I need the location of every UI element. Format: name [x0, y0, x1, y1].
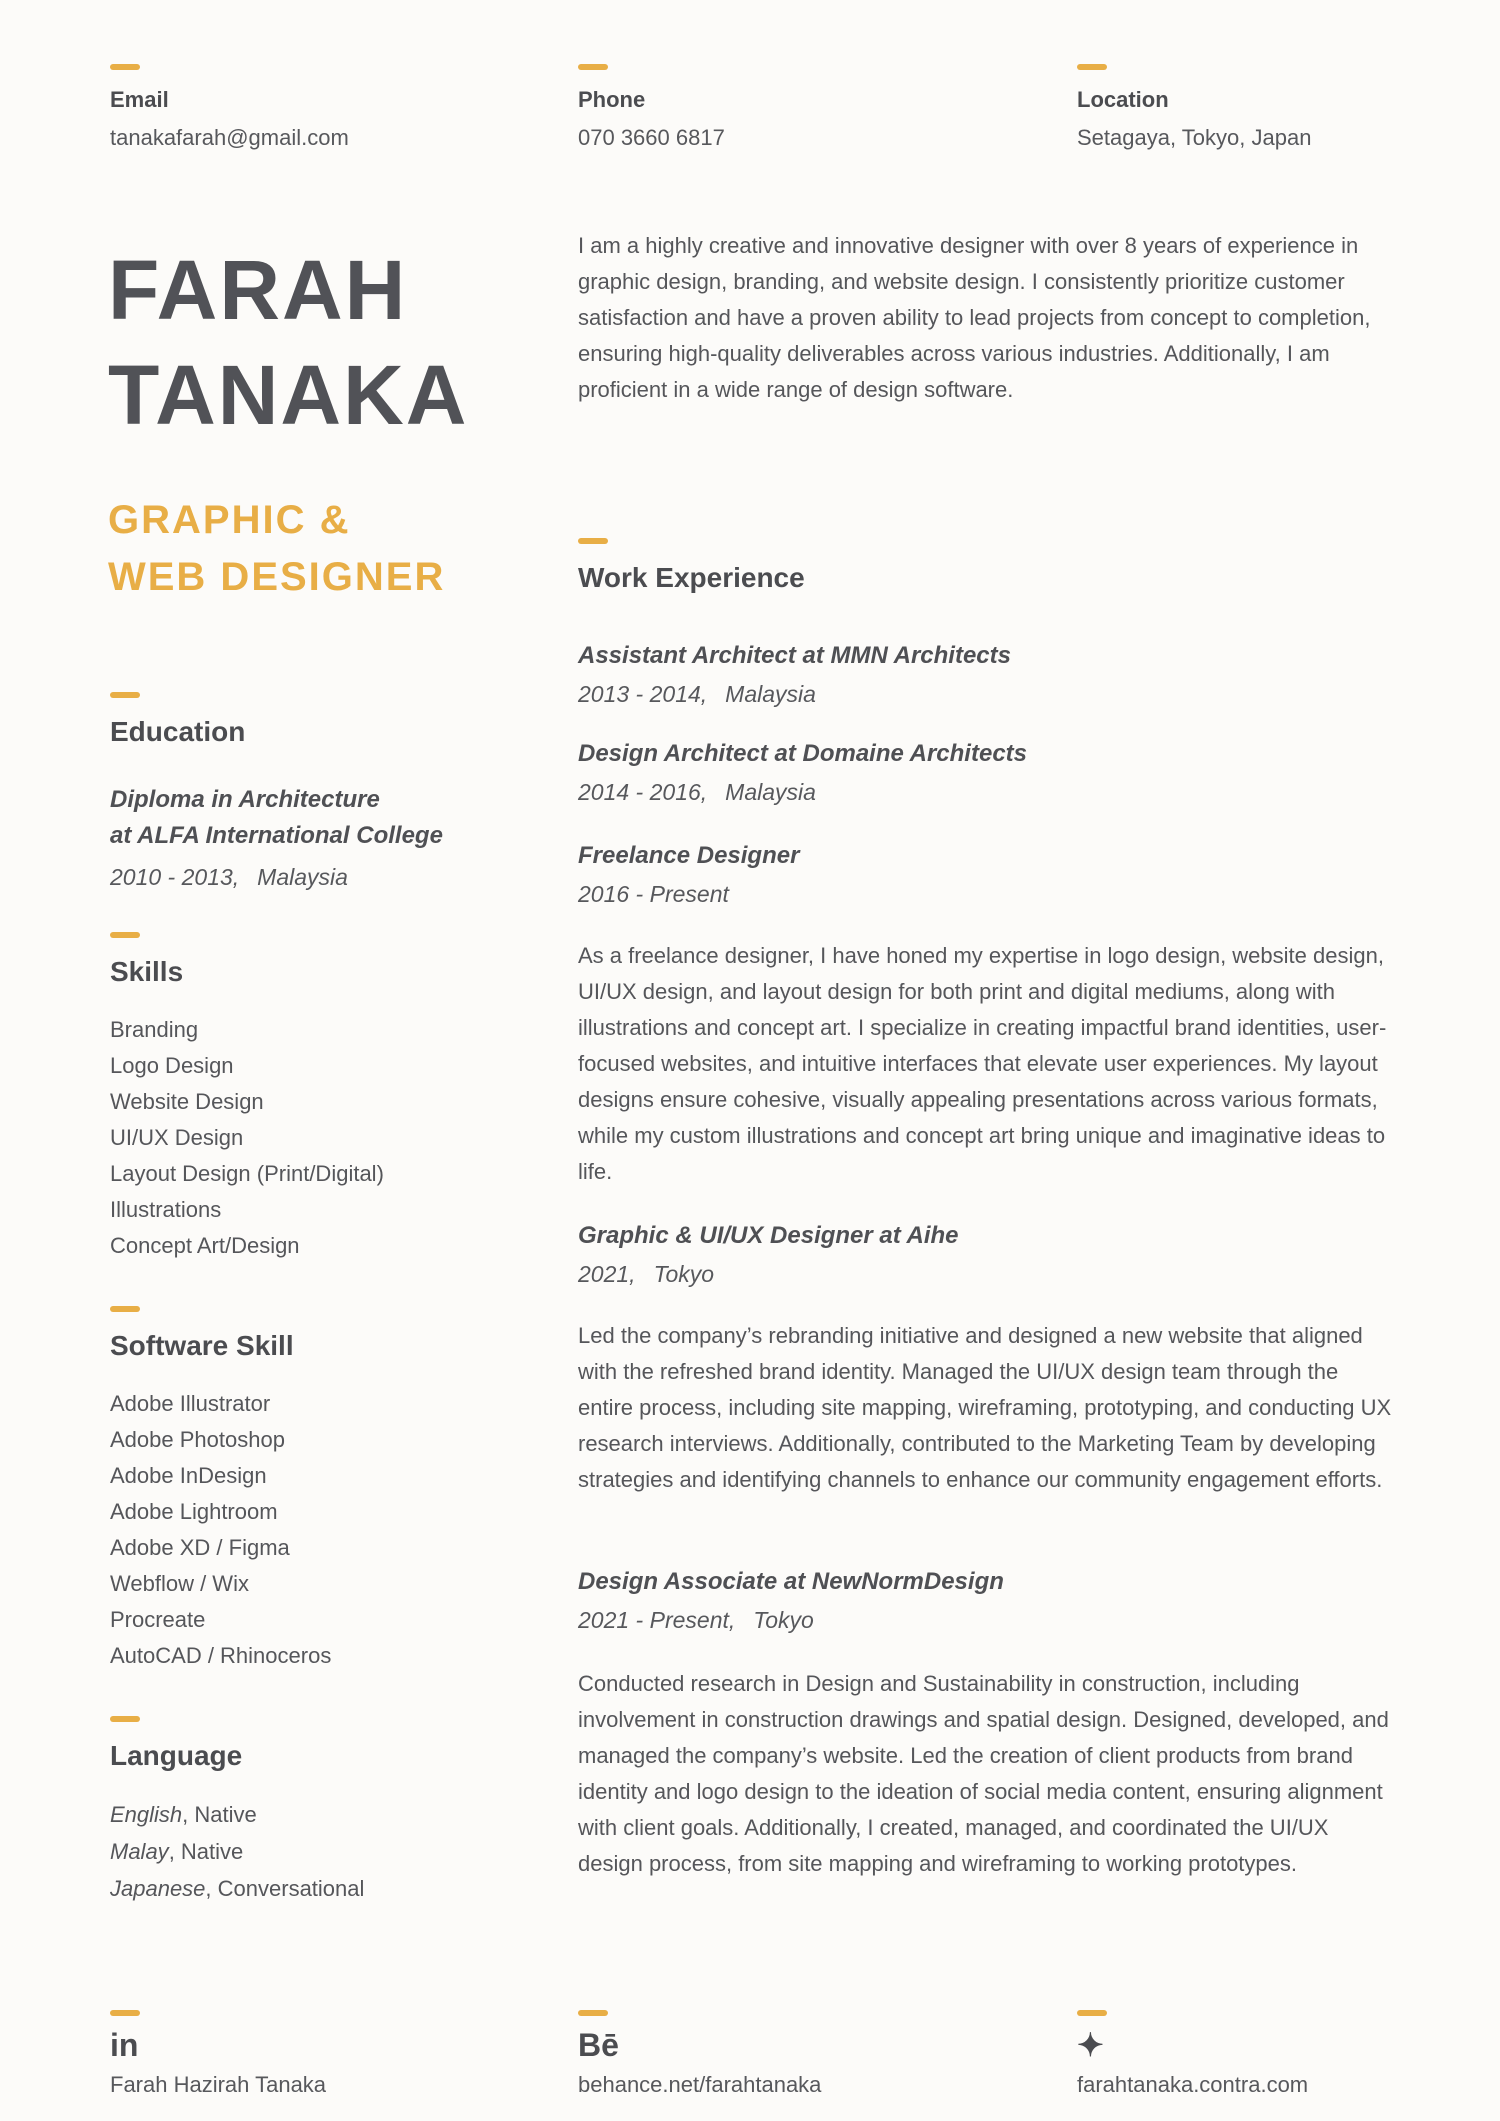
work-experience-title: Work Experience — [578, 562, 805, 593]
software-item: AutoCAD / Rhinoceros — [110, 1643, 332, 1668]
contact-location — [1077, 64, 1311, 151]
job-date: 2014 - 2016, Malaysia — [578, 779, 816, 805]
education-title: Education — [110, 716, 246, 747]
job-role: Design Associate at NewNormDesign — [578, 1568, 1004, 1595]
role-line-2: WEB DESIGNER — [108, 555, 446, 599]
location-label: Location — [1077, 87, 1169, 112]
skill-item: UI/UX Design — [110, 1125, 244, 1150]
software-item: Adobe XD / Figma — [110, 1535, 290, 1560]
linkedin-value[interactable]: Farah Hazirah Tanaka — [110, 2072, 327, 2097]
location-value: Setagaya, Tokyo, Japan — [1077, 125, 1312, 150]
language-item: Japanese, Conversational — [110, 1876, 365, 1901]
software-item: Adobe InDesign — [110, 1463, 267, 1488]
email-value[interactable]: tanakafarah@gmail.com — [110, 125, 349, 150]
software-item: Webflow / Wix — [110, 1571, 249, 1596]
software-item: Adobe Lightroom — [110, 1499, 278, 1524]
language-title: Language — [110, 1740, 243, 1771]
language-item: English, Native — [110, 1802, 257, 1827]
software-item: Adobe Illustrator — [110, 1391, 271, 1416]
email-label: Email — [110, 87, 169, 112]
phone-value: 070 3660 6817 — [578, 125, 725, 150]
job-newnorm — [578, 1568, 1004, 1634]
contra-icon: ✦ — [1077, 2027, 1104, 2063]
accent-dash — [110, 2010, 140, 2016]
accent-dash — [1077, 2010, 1107, 2016]
skills-title: Skills — [110, 956, 184, 987]
job-date: 2016 - Present — [578, 881, 729, 907]
footer-contra — [1077, 2010, 1308, 2098]
accent-dash — [110, 64, 140, 70]
degree-line-1: Diploma in Architecture — [110, 786, 380, 813]
accent-dash — [110, 932, 140, 938]
section-language — [110, 1716, 364, 1907]
job-date: 2021 - Present, Tokyo — [578, 1607, 814, 1633]
degree-line-2: at ALFA International College — [110, 822, 443, 849]
contact-email — [110, 64, 349, 151]
education-date: 2010 - 2013, Malaysia — [110, 864, 348, 890]
job-role: Freelance Designer — [578, 842, 800, 869]
job-domaine — [578, 740, 1027, 806]
accent-dash — [578, 2010, 608, 2016]
freelance-paragraph: As a freelance designer, I have honed my expertise in logo design, website design, UI/UX design, and layout design for both print and digital mediums, along with illustrations and concept art. I specialize in creating impactful brand identities, user-focused websites, and intuitive interfaces that elevate user experiences. My layout designs ensure cohesive, visually appealing presentations across various formats, while my custom illustrations and concept art bring unique and imaginative ideas to life. — [578, 943, 1387, 1184]
accent-dash — [110, 1716, 140, 1722]
job-aihe — [578, 1222, 959, 1288]
footer-linkedin — [110, 2010, 326, 2098]
section-skills — [110, 932, 384, 1264]
job-date: 2021, Tokyo — [578, 1261, 715, 1287]
newnorm-paragraph: Conducted research in Design and Sustainability in construction, including involvement in construction drawings and spatial design. Designed, developed, and managed the company’s website. Led the creation of client products from brand identity and logo design to the ideation of social media content, ensuring alignment with client goals. Additionally, I created, managed, and coordinated the UI/UX design process, from site mapping and wireframing to working prototypes. — [578, 1671, 1389, 1876]
footer-behance — [578, 2010, 821, 2098]
accent-dash — [110, 692, 140, 698]
skill-item: Website Design — [110, 1089, 264, 1114]
behance-icon: Bē — [578, 2027, 619, 2063]
contra-value[interactable]: farahtanaka.contra.com — [1077, 2072, 1309, 2097]
identity-block — [108, 238, 468, 606]
section-education — [110, 692, 443, 891]
skill-item: Illustrations — [110, 1197, 222, 1222]
job-role: Graphic & UI/UX Designer at Aihe — [578, 1222, 959, 1249]
behance-value[interactable]: behance.net/farahtanaka — [578, 2072, 822, 2097]
phone-label: Phone — [578, 87, 646, 112]
accent-dash — [578, 538, 608, 544]
software-skill-title: Software Skill — [110, 1330, 294, 1361]
linkedin-icon: in — [110, 2027, 139, 2063]
aihe-paragraph: Led the company’s rebranding initiative and designed a new website that aligned with the refreshed brand identity. Managed the UI/UX design team through the entire process, including site mapping, wireframing, prototyping, and conducting UX research interviews. Additionally, contributed to the Marketing Team by developing strategies and identifying channels to enhance our community engagement efforts. — [578, 1323, 1392, 1492]
job-role: Design Architect at Domaine Architects — [578, 740, 1028, 767]
software-item: Adobe Photoshop — [110, 1427, 285, 1452]
job-mmn — [578, 642, 1011, 708]
software-item: Procreate — [110, 1607, 206, 1632]
job-freelance — [578, 842, 799, 908]
skill-item: Branding — [110, 1017, 199, 1042]
skill-item: Concept Art/Design — [110, 1233, 300, 1258]
job-role: Assistant Architect at MMN Architects — [578, 642, 1011, 669]
skill-item: Layout Design (Print/Digital) — [110, 1161, 384, 1186]
summary-paragraph: I am a highly creative and innovative designer with over 8 years of experience in graphic design, branding, and website design. I consistently prioritize customer satisfaction and have a proven ability to lead projects from concept to completion, ensuring high-quality deliverables across various industries. Additionally, I am proficient in a wide range of design software. — [578, 233, 1371, 402]
section-software-skill — [110, 1306, 331, 1674]
job-date: 2013 - 2014, Malaysia — [578, 681, 816, 707]
section-work-experience — [578, 538, 805, 594]
first-name: FARAH — [108, 243, 408, 337]
accent-dash — [578, 64, 608, 70]
role-title — [108, 492, 468, 606]
role-line-1: GRAPHIC & — [108, 498, 351, 542]
language-item: Malay, Native — [110, 1839, 244, 1864]
last-name: TANAKA — [108, 348, 469, 442]
accent-dash — [1077, 64, 1107, 70]
accent-dash — [110, 1306, 140, 1312]
skill-item: Logo Design — [110, 1053, 234, 1078]
contact-phone — [578, 64, 725, 151]
